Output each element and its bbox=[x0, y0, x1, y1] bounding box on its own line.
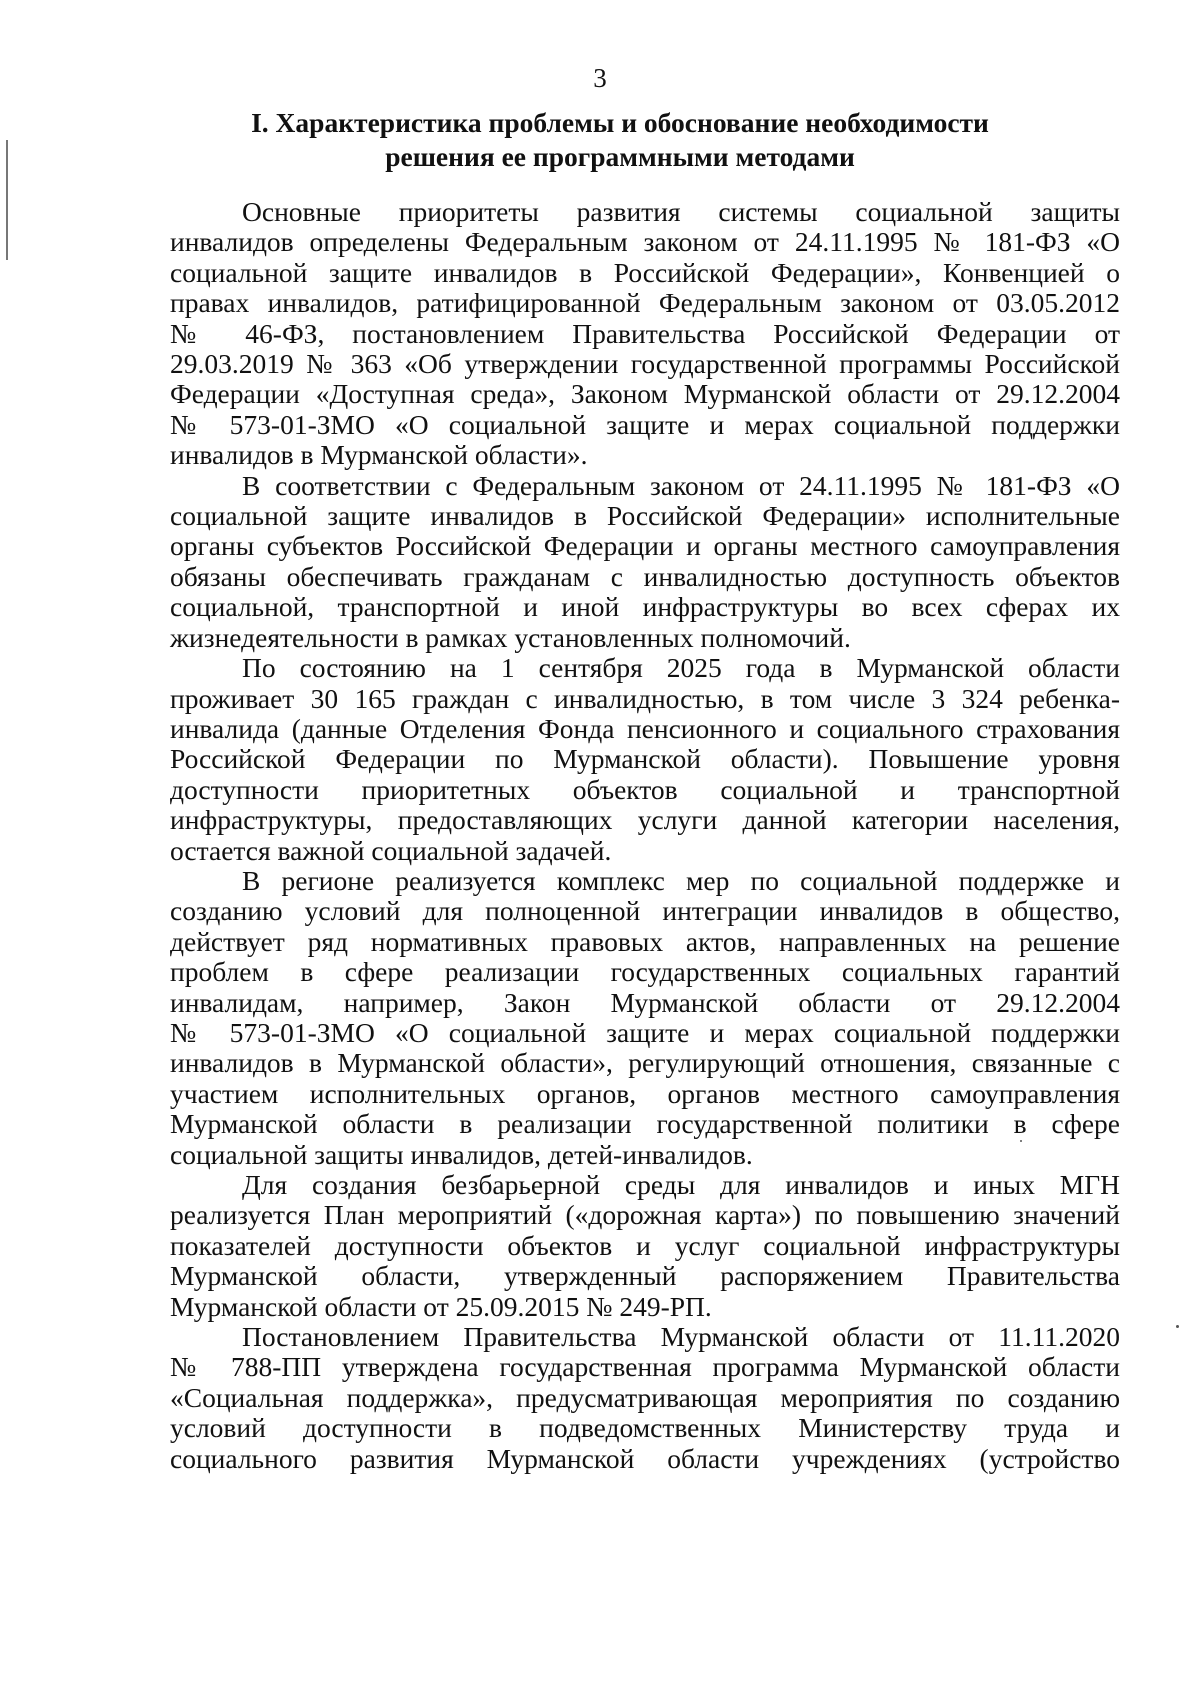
text-line: социальной защиты инвалидов, детей-инвалидов. bbox=[170, 1138, 753, 1170]
text-line: инвалида (данные Отделения Фонда пенсионного и социального страхования bbox=[170, 712, 1120, 744]
paragraph bbox=[170, 1170, 1120, 1322]
text-line: инвалидов определены Федеральным законом от 24.11.1995 № 181-ФЗ «О bbox=[170, 226, 1120, 258]
text-line: инвалидов в Мурманской области». bbox=[170, 439, 588, 471]
text-line: созданию условий для полноценной интеграции инвалидов в общество, bbox=[170, 895, 1120, 927]
text-line: Федерации «Доступная среда», Законом Мурманской области от 29.12.2004 bbox=[170, 378, 1120, 410]
scan-margin-mark bbox=[6, 140, 8, 260]
document-body bbox=[170, 197, 1120, 1474]
text-line: № 788-ПП утверждена государственная программа Мурманской области bbox=[170, 1351, 1120, 1383]
text-line: В соответствии с Федеральным законом от 24.11.1995 № 181-ФЗ «О bbox=[242, 469, 1120, 501]
text-line: социальной защите инвалидов в Российской Федерации» исполнительные bbox=[170, 500, 1120, 532]
section-heading-line: I. Характеристика проблемы и обоснование необходимости bbox=[251, 107, 989, 138]
text-line: № 573-01-ЗМО «О социальной защите и мерах социальной поддержки bbox=[170, 408, 1120, 440]
text-line: проживает 30 165 граждан с инвалидностью, в том числе 3 324 ребенка- bbox=[170, 682, 1120, 714]
paragraph bbox=[170, 471, 1120, 653]
paragraph bbox=[170, 1322, 1120, 1474]
text-line: органы субъектов Российской Федерации и органы местного самоуправления bbox=[170, 530, 1120, 562]
text-line: Мурманской области, утвержденный распоряжением Правительства bbox=[170, 1260, 1120, 1292]
text-line: доступности приоритетных объектов социальной и транспортной bbox=[170, 773, 1120, 805]
text-line: жизнедеятельности в рамках установленных полномочий. bbox=[170, 621, 851, 653]
scan-speck bbox=[1176, 1325, 1179, 1328]
text-line: Основные приоритеты развития системы социальной защиты bbox=[242, 196, 1120, 227]
text-line: инфраструктуры, предоставляющих услуги данной категории населения, bbox=[170, 804, 1120, 836]
text-line: Мурманской области от 25.09.2015 № 249-РП. bbox=[170, 1290, 712, 1322]
text-line: Мурманской области в реализации государственной политики в сфере bbox=[170, 1108, 1120, 1140]
text-line: социальной, транспортной и иной инфраструктуры во всех сферах их bbox=[170, 591, 1120, 623]
text-line: Постановлением Правительства Мурманской области от 11.11.2020 bbox=[242, 1321, 1120, 1353]
text-line: участием исполнительных органов, органов местного самоуправления bbox=[170, 1077, 1120, 1109]
text-line: По состоянию на 1 сентября 2025 года в Мурманской области bbox=[242, 652, 1120, 684]
paragraph bbox=[170, 197, 1120, 471]
text-line: остается важной социальной задачей. bbox=[170, 834, 612, 866]
text-line: № 46-ФЗ, постановлением Правительства Российской Федерации от bbox=[170, 317, 1120, 349]
text-line: обязаны обеспечивать гражданам с инвалидностью доступность объектов bbox=[170, 560, 1120, 592]
text-line: 29.03.2019 № 363 «Об утверждении государственной программы Российской bbox=[170, 348, 1120, 380]
text-line: действует ряд нормативных правовых актов, направленных на решение bbox=[170, 925, 1120, 957]
text-line: проблем в сфере реализации государственных социальных гарантий bbox=[170, 956, 1120, 988]
text-line: показателей доступности объектов и услуг социальной инфраструктуры bbox=[170, 1229, 1120, 1261]
text-line: социальной защите инвалидов в Российской Федерации», Конвенцией о bbox=[170, 256, 1120, 288]
text-line: В регионе реализуется комплекс мер по социальной поддержке и bbox=[242, 864, 1120, 896]
text-line: «Социальная поддержка», предусматривающая мероприятия по созданию bbox=[170, 1381, 1120, 1413]
text-line: условий доступности в подведомственных Министерству труда и bbox=[170, 1412, 1120, 1444]
paragraph bbox=[170, 866, 1120, 1170]
text-line: инвалидов в Мурманской области», регулирующий отношения, связанные с bbox=[170, 1047, 1120, 1079]
text-line: № 573-01-ЗМО «О социальной защите и мерах социальной поддержки bbox=[170, 1016, 1120, 1048]
section-heading bbox=[160, 106, 1080, 174]
page-number: 3 bbox=[593, 63, 607, 93]
text-line: социального развития Мурманской области учреждениях (устройство bbox=[170, 1442, 1120, 1474]
text-line: Для создания безбарьерной среды для инвалидов и иных МГН bbox=[242, 1169, 1120, 1200]
text-line: правах инвалидов, ратифицированной Федеральным законом от 03.05.2012 bbox=[170, 287, 1120, 319]
text-line: реализуется План мероприятий («дорожная карта») по повышению значений bbox=[170, 1199, 1120, 1231]
paragraph bbox=[170, 653, 1120, 866]
section-heading-line: решения ее программными методами bbox=[385, 141, 855, 172]
text-line: Российской Федерации по Мурманской области). Повышение уровня bbox=[170, 743, 1120, 775]
text-line: инвалидам, например, Закон Мурманской области от 29.12.2004 bbox=[170, 986, 1120, 1018]
